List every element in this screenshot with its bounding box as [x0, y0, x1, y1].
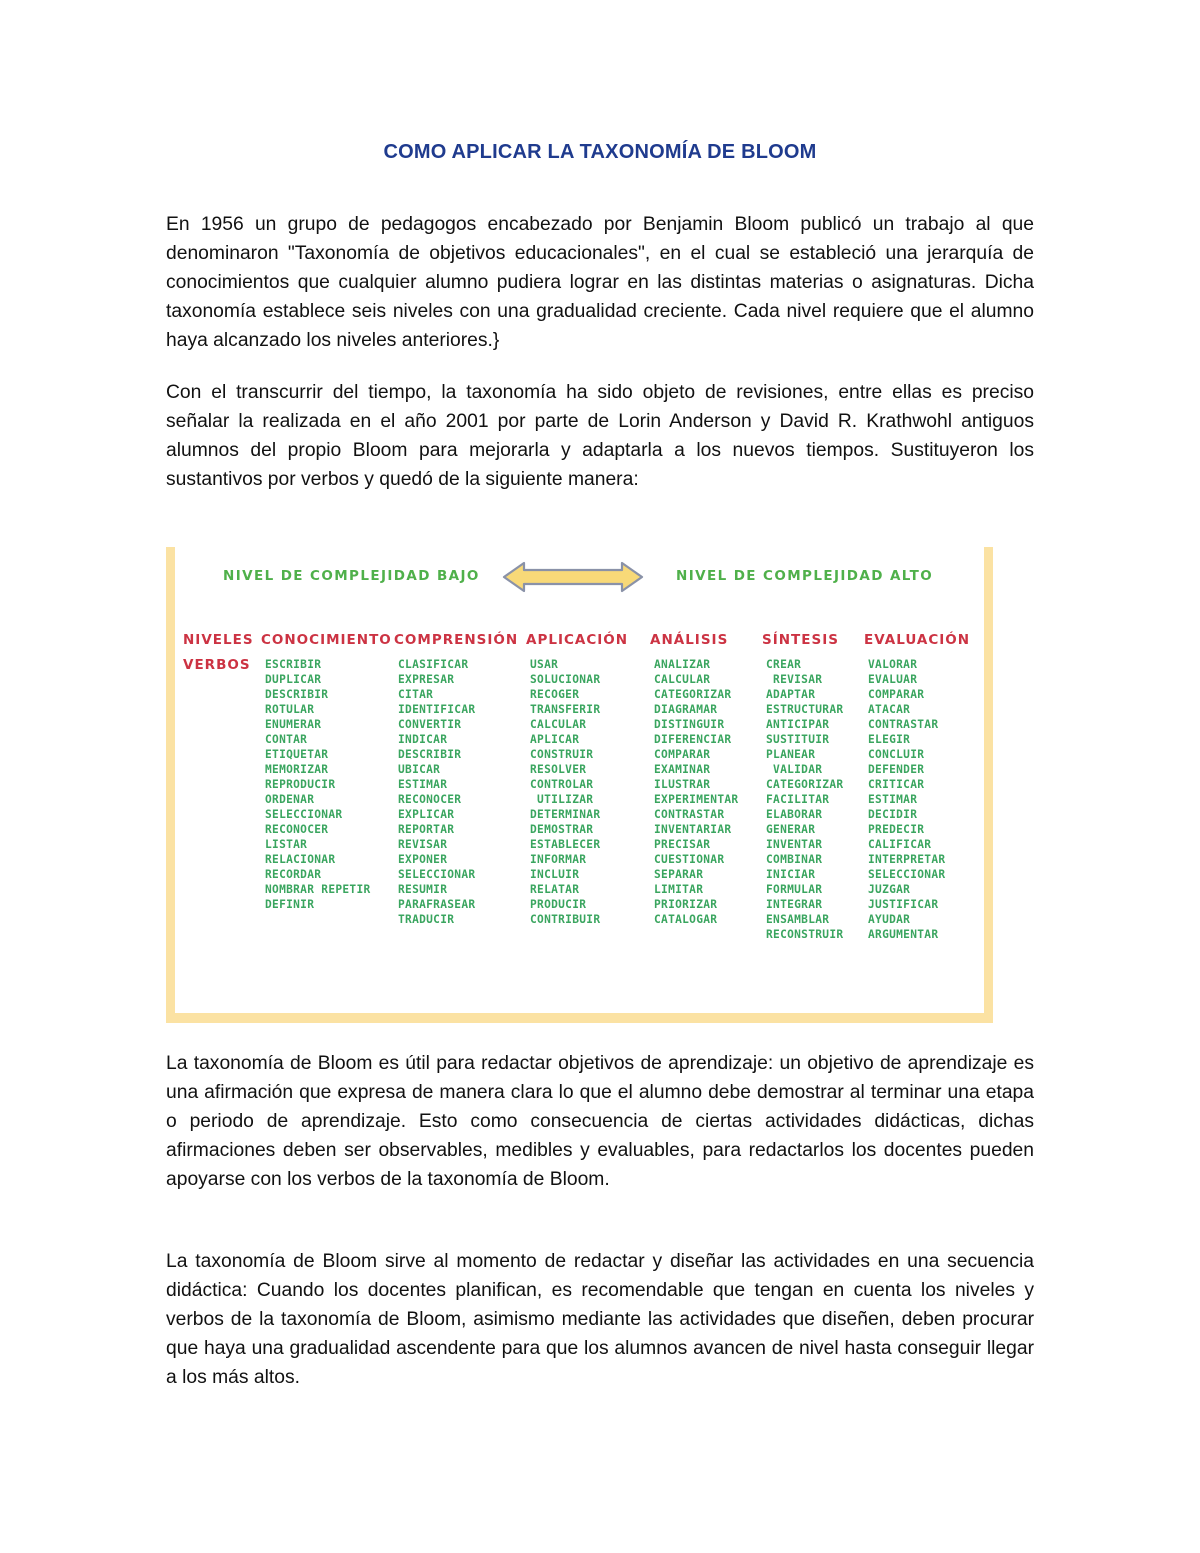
verb-item: PLANEAR [766, 748, 816, 761]
verb-item: UBICAR [398, 763, 441, 776]
column-heading: COMPRENSIÓN [394, 632, 519, 648]
verb-item: ELABORAR [766, 808, 823, 821]
verb-list [526, 657, 628, 927]
verb-item: ETIQUETAR [265, 748, 329, 761]
verb-item: PREDECIR [868, 823, 925, 836]
verb-item: CONTRIBUIR [530, 913, 601, 926]
verb-item: ESTRUCTURAR [766, 703, 844, 716]
verb-item: INTERPRETAR [868, 853, 946, 866]
verb-item: AYUDAR [868, 913, 911, 926]
verb-item: USAR [530, 658, 559, 671]
verb-item: EXPRESAR [398, 673, 455, 686]
verb-item: ANALIZAR [654, 658, 711, 671]
verb-item: CUESTIONAR [654, 853, 725, 866]
verb-item: FACILITAR [766, 793, 830, 806]
column-heading: CONOCIMIENTO [261, 632, 392, 648]
verb-list [864, 657, 970, 942]
verb-item: DESCRIBIR [265, 688, 329, 701]
verb-item: ENUMERAR [265, 718, 322, 731]
verb-item: ESTABLECER [530, 838, 601, 851]
verb-item: CRITICAR [868, 778, 925, 791]
verb-item: GENERAR [766, 823, 816, 836]
verb-item: NOMBRAR REPETIR [265, 883, 371, 896]
verb-item: LISTAR [265, 838, 308, 851]
verb-item: REPRODUCIR [265, 778, 336, 791]
column-heading: APLICACIÓN [526, 632, 629, 648]
verb-item: ESCRIBIR [265, 658, 322, 671]
verb-item: ESTIMAR [398, 778, 448, 791]
verb-item: PRIORIZAR [654, 898, 718, 911]
verb-item: ATACAR [868, 703, 911, 716]
verb-item: UTILIZAR [530, 793, 594, 806]
verb-item: CATALOGAR [654, 913, 718, 926]
verb-item: TRADUCIR [398, 913, 455, 926]
verb-item: ELEGIR [868, 733, 911, 746]
verb-item: CONTROLAR [530, 778, 594, 791]
column-sintesis [762, 632, 843, 942]
verb-item: CONTRASTAR [654, 808, 725, 821]
verb-item: DECIDIR [868, 808, 918, 821]
verb-item: INFORMAR [530, 853, 587, 866]
verb-item: SOLUCIONAR [530, 673, 601, 686]
verb-item: DIAGRAMAR [654, 703, 718, 716]
verb-item: DIFERENCIAR [654, 733, 732, 746]
verb-item: REPORTAR [398, 823, 455, 836]
verb-item: JUZGAR [868, 883, 911, 896]
verb-item: ANTICIPAR [766, 718, 830, 731]
verb-item: REVISAR [398, 838, 448, 851]
verb-item: LIMITAR [654, 883, 704, 896]
low-complexity-label: NIVEL DE COMPLEJIDAD BAJO [223, 568, 480, 584]
verb-item: PARAFRASEAR [398, 898, 476, 911]
verb-item: RECORDAR [265, 868, 322, 881]
verb-item: CALIFICAR [868, 838, 932, 851]
verb-list [762, 657, 843, 942]
verb-item: CONTRASTAR [868, 718, 939, 731]
verb-item: RECOGER [530, 688, 580, 701]
verb-item: DEFINIR [265, 898, 315, 911]
verb-item: SELECCIONAR [398, 868, 476, 881]
verb-item: SUSTITUIR [766, 733, 830, 746]
verb-item: PRECISAR [654, 838, 711, 851]
column-analisis [650, 632, 738, 927]
verb-item: INVENTAR [766, 838, 823, 851]
paragraph-objectives: La taxonomía de Bloom es útil para redactar objetivos de aprendizaje: un objetivo de aprendizaje es una afirmación que expresa de manera clara lo que el alumno debe demostrar al terminar una etapa o periodo de aprendizaje. Esto como consecuencia de ciertas actividades didácticas, dichas afirmaciones deben ser observables, medibles y evaluables, para redactarlos los docentes pueden apoyarse con los verbos de la taxonomía de Bloom. [166, 1053, 1034, 1190]
verb-item: CITAR [398, 688, 434, 701]
verb-item: COMPARAR [654, 748, 711, 761]
verb-item: EXPLICAR [398, 808, 455, 821]
verb-item: SEPARAR [654, 868, 704, 881]
verb-item: CREAR [766, 658, 802, 671]
column-conocimiento [261, 632, 392, 912]
verb-item: RECONSTRUIR [766, 928, 844, 941]
paragraph-activities: La taxonomía de Bloom sirve al momento de redactar y diseñar las actividades en una secuencia didáctica: Cuando los docentes planifican, es recomendable que tengan en cuenta los niveles y verbos de la taxonomía de Bloom, asimismo mediante las actividades que diseñen, deben procurar que haya una gradualidad ascendente para que los alumnos avancen de nivel hasta conseguir llegar a los más altos. [166, 1251, 1034, 1388]
column-heading: EVALUACIÓN [864, 632, 971, 648]
verb-item: FORMULAR [766, 883, 823, 896]
verb-item: DEMOSTRAR [530, 823, 594, 836]
verb-item: ADAPTAR [766, 688, 816, 701]
verb-item: ROTULAR [265, 703, 315, 716]
verb-item: RESUMIR [398, 883, 448, 896]
verb-item: DUPLICAR [265, 673, 322, 686]
verb-item: ARGUMENTAR [868, 928, 939, 941]
verb-item: ESTIMAR [868, 793, 918, 806]
verb-item: INVENTARIAR [654, 823, 732, 836]
verb-item: EVALUAR [868, 673, 918, 686]
verb-list [394, 657, 518, 927]
verb-item: EXAMINAR [654, 763, 711, 776]
verb-item: CALCULAR [654, 673, 711, 686]
verb-item: ILUSTRAR [654, 778, 711, 791]
column-heading: ANÁLISIS [650, 632, 729, 648]
verb-item: SELECCIONAR [868, 868, 946, 881]
verb-item: PRODUCIR [530, 898, 587, 911]
paragraph-intro: En 1956 un grupo de pedagogos encabezado por Benjamin Bloom publicó un trabajo al que denominaron "Taxonomía de objetivos educacionales", en el cual se estableció una jerarquía de conocimientos que cualquier alumno pudiera lograr en las distintas materias o asignaturas. Dicha taxonomía establece seis niveles con una gradualidad creciente. Cada nivel requiere que el alumno haya alcanzado los niveles anteriores.} [166, 214, 1034, 351]
verb-item: INCLUIR [530, 868, 580, 881]
verb-item: REVISAR [766, 673, 823, 686]
verb-item: CALCULAR [530, 718, 587, 731]
verb-item: EXPERIMENTAR [654, 793, 739, 806]
verb-item: SELECCIONAR [265, 808, 343, 821]
document-title: COMO APLICAR LA TAXONOMÍA DE BLOOM [383, 141, 817, 163]
verb-item: ORDENAR [265, 793, 315, 806]
figure-panel [175, 547, 984, 1013]
verb-item: EXPONER [398, 853, 448, 866]
verb-item: CONSTRUIR [530, 748, 594, 761]
verb-item: VALORAR [868, 658, 918, 671]
verbs-row-label: VERBOS [183, 657, 251, 673]
column-heading: SÍNTESIS [762, 632, 839, 648]
verb-item: DEFENDER [868, 763, 925, 776]
bloom-taxonomy-figure [166, 547, 993, 1023]
verb-item: DETERMINAR [530, 808, 601, 821]
verb-item: RELACIONAR [265, 853, 336, 866]
double-arrow-icon [502, 559, 644, 595]
verb-item: ENSAMBLAR [766, 913, 830, 926]
verb-item: CONCLUIR [868, 748, 925, 761]
column-aplicacion [526, 632, 628, 927]
verb-item: DISTINGUIR [654, 718, 725, 731]
verb-item: RECONOCER [398, 793, 462, 806]
verb-item: CATEGORIZAR [654, 688, 732, 701]
verb-item: JUSTIFICAR [868, 898, 939, 911]
levels-row-label: NIVELES [183, 632, 254, 648]
column-evaluacion [864, 632, 970, 942]
verb-item: INDICAR [398, 733, 448, 746]
verb-item: RECONOCER [265, 823, 329, 836]
verb-item: INICIAR [766, 868, 816, 881]
verb-item: DESCRIBIR [398, 748, 462, 761]
verb-item: MEMORIZAR [265, 763, 329, 776]
paragraph-revision: Con el transcurrir del tiempo, la taxonomía ha sido objeto de revisiones, entre ellas es preciso señalar la realizada en el año 2001 por parte de Lorin Anderson y David R. Krathwohl antiguos alumnos del propio Bloom para mejorarla y adaptarla a los nuevos tiempos. Sustituyeron los sustantivos por verbos y quedó de la siguiente manera: [166, 382, 1034, 490]
verb-list [650, 657, 738, 927]
verb-item: COMBINAR [766, 853, 823, 866]
verb-item: VALIDAR [766, 763, 823, 776]
verb-item: IDENTIFICAR [398, 703, 476, 716]
verb-item: TRANSFERIR [530, 703, 601, 716]
verb-item: RESOLVER [530, 763, 587, 776]
verb-item: APLICAR [530, 733, 580, 746]
verb-item: INTEGRAR [766, 898, 823, 911]
verb-item: CONVERTIR [398, 718, 462, 731]
verb-item: CATEGORIZAR [766, 778, 844, 791]
high-complexity-label: NIVEL DE COMPLEJIDAD ALTO [676, 568, 934, 584]
verb-item: CLASIFICAR [398, 658, 469, 671]
verb-item: CONTAR [265, 733, 308, 746]
verb-list [261, 657, 392, 912]
verb-item: COMPARAR [868, 688, 925, 701]
column-comprension [394, 632, 518, 927]
verb-item: RELATAR [530, 883, 580, 896]
